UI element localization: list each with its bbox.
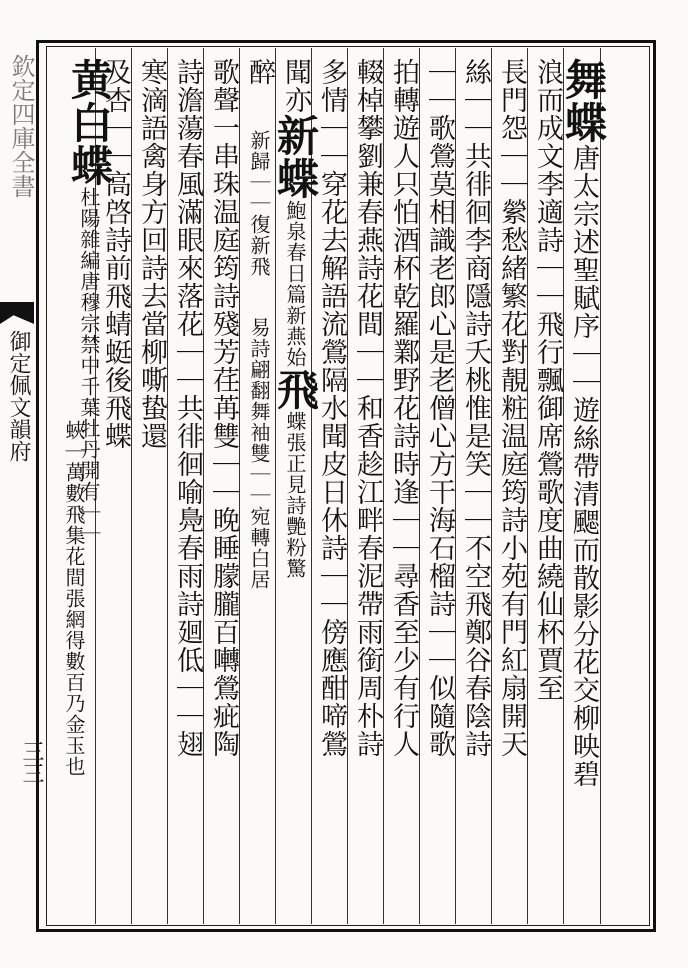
text-column-4 xyxy=(458,58,492,758)
column-text: 長門怨｜｜縈愁緒繁花對靚粧温庭筠詩小苑有門紅扇開天 xyxy=(496,58,527,758)
entry-headword: 飛 xyxy=(271,368,320,411)
margin-page-number: 三三 xyxy=(19,740,44,784)
fishtail-mark xyxy=(0,302,34,324)
margin-book-series-title: 欽定四庫全書 xyxy=(7,54,35,198)
column-text: 寒滴語禽身方回詩去當柳嘶蛰還 xyxy=(136,58,167,450)
entry-headword: 新蝶 xyxy=(271,114,320,200)
margin-book-title: 御定佩文韻府 xyxy=(6,330,31,462)
text-column-1 xyxy=(559,58,608,788)
column-text: 蛺｜萬數飛集花間張網得數百乃金玉也 xyxy=(62,420,86,777)
column-text: ｜｜歌鶯莫相識老郎心是老僧心方干海石榴詩｜｜似隨歌 xyxy=(424,58,455,758)
entry-headword: 舞蝶 xyxy=(559,58,608,144)
text-column-13 xyxy=(134,58,168,450)
column-text: 浪而成文李適詩｜｜飛行飄御席鶯歌度曲繞仙杯賈至 xyxy=(532,58,563,702)
column-text: 易詩翩翻舞袖雙｜｜宛轉白居 xyxy=(247,317,271,590)
column-text: 歌聲一串珠温庭筠詩殘芳荏苒雙｜｜晚睡朦朧百囀鶯疵陶 xyxy=(208,58,239,758)
column-text: 杜陽雜編唐穆宗禁中千葉牡丹開有｜｜ xyxy=(77,187,101,544)
column-text: 新歸｜｜復新飛 xyxy=(247,130,271,277)
text-column-2 xyxy=(530,58,564,702)
column-text: 鮑泉春日篇新燕始 xyxy=(283,200,307,368)
column-text: 詩澹蕩春風滿眼來落花｜｜共徘徊喻鳧春雨詩廻低｜｜翅 xyxy=(172,58,203,758)
text-column-7 xyxy=(350,58,384,758)
text-column-6 xyxy=(386,58,420,758)
column-text: 輟棹攀劉兼春燕詩花間｜｜和香趁江畔春泥帶雨銜周朴詩 xyxy=(352,58,383,758)
text-column-3 xyxy=(494,58,528,758)
text-column-5 xyxy=(422,58,456,758)
text-column-11 xyxy=(206,58,240,758)
text-column-10 xyxy=(242,58,276,590)
column-text: 蝶張正見詩艷粉驚 xyxy=(283,411,307,579)
text-column-12 xyxy=(170,58,204,758)
column-text: 絲｜｜共徘徊李商隱詩夭桃惟是笑｜｜不空飛鄭谷春陰詩 xyxy=(460,58,491,758)
column-text: 多情｜｜穿花去解語流鶯隔水聞皮日休詩｜｜傍應酣啼鶯 xyxy=(316,58,347,758)
column-text: 唐太宗述聖賦序｜｜遊絲帶清颸而散影分花交柳映碧 xyxy=(568,144,599,788)
column-text: 及杏｜｜高啓詩前飛蜻蜓後飛蝶 xyxy=(100,58,131,450)
column-text: 醉 xyxy=(244,58,275,86)
entry-headword: 黄白蝶 xyxy=(65,58,114,187)
text-column-9 xyxy=(271,58,320,579)
column-text: 拍轉遊人只怕酒杯乾羅鄴野花詩時逢｜｜尋香至少有行人 xyxy=(388,58,419,758)
column-text: 聞亦 xyxy=(280,58,311,114)
text-column-16 xyxy=(58,420,88,777)
column-rule xyxy=(600,48,601,924)
